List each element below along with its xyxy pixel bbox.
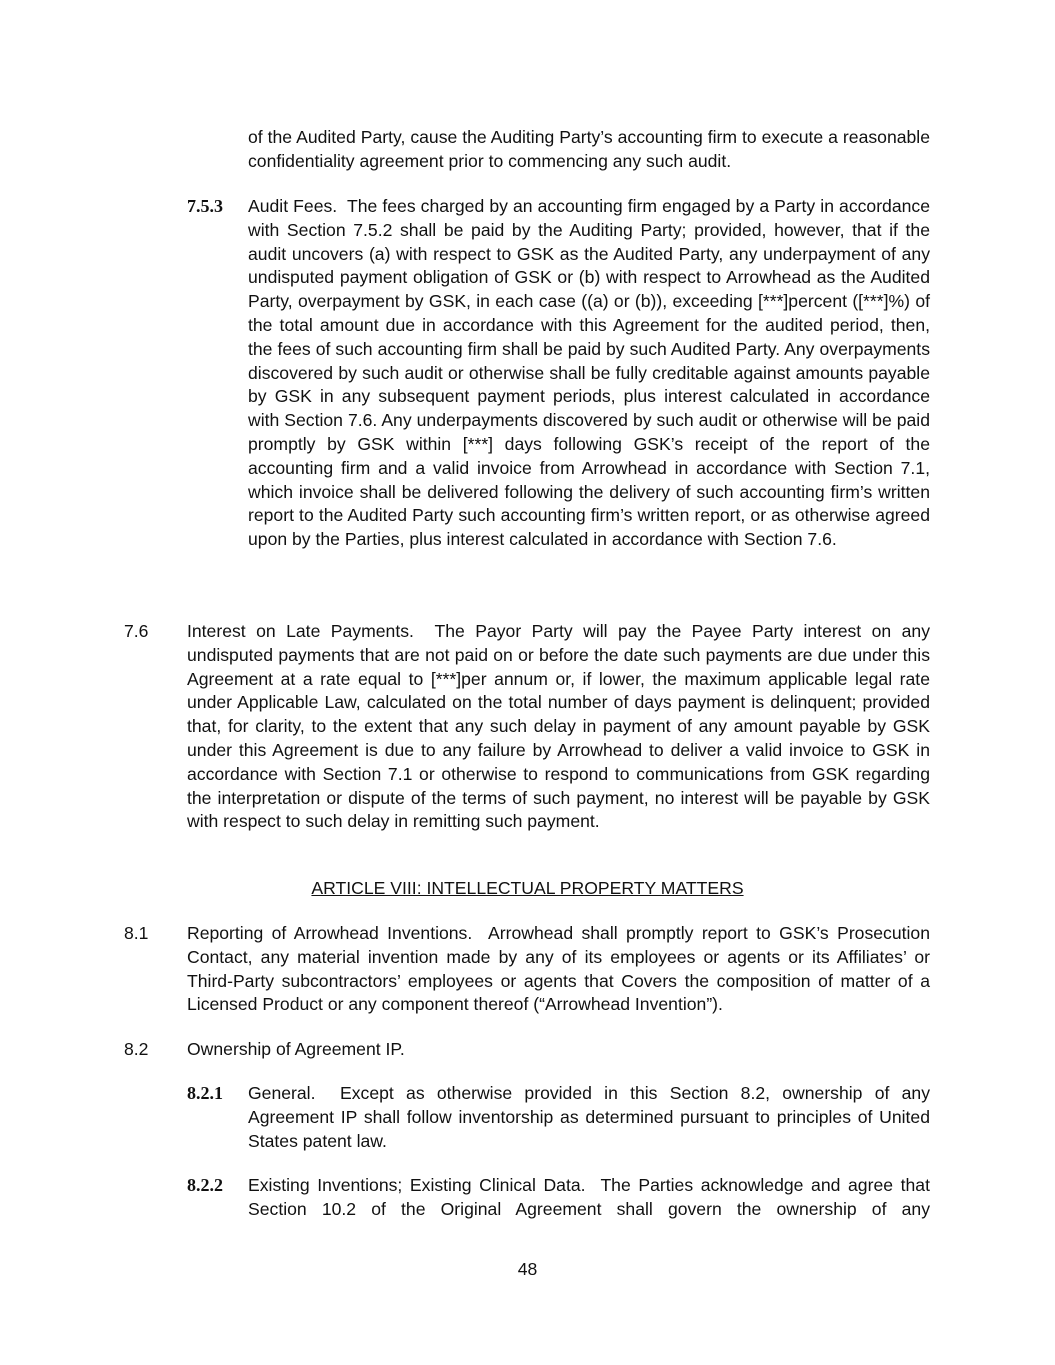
section-7-6 [187, 620, 930, 834]
section-heading: General. [248, 1083, 316, 1103]
paragraph-continuation [248, 126, 930, 174]
section-text: The fees charged by an accounting firm engaged by a Party in accordance with Section 7.5.2 shall be paid by the Auditing Party; provided, however, that if the audit uncovers (a) with respect to GSK as the Audited Party, any underpayment of any undisputed payment obligation of GSK or (b) with respect to Arrowhead as the Audited Party, overpayment by GSK, in each case ((a) or (b)), exceeding [***]percent ([***]%) of the total amount due in accordance with this Agreement for the audited period, then, the fees of such accounting firm shall be paid by such Audited Party. Any overpayments discovered by such audit or otherwise shall be fully creditable against amounts payable by GSK in any subsequent payment periods, plus interest calculated in accordance with Section 7.6. Any underpayments discovered by such audit or otherwise will be paid promptly by GSK within [***] days following GSK’s receipt of the report of the accounting firm and a valid invoice from Arrowhead in accordance with Section 7.1, which invoice shall be delivered following the delivery of such accounting firm’s written report to the Audited Party such accounting firm’s written report, or as otherwise agreed upon by the Parties, plus interest calculated in accordance with Section 7.6. [248, 196, 930, 550]
section-8-1 [187, 922, 930, 1017]
section-heading: Ownership of Agreement IP. [187, 1039, 405, 1059]
section-text: The Payor Party will pay the Payee Party interest on any undisputed payments that are not paid on or before the date such payments are due under this Agreement at a rate equal to [***]per annum or, if lower, the maximum applicable legal rate under Applicable Law, calculated on the total number of days payment is delinquent; provided that, for clarity, to the extent that any such delay in payment of any amount payable by GSK under this Agreement is due to any failure by Arrowhead to deliver a valid invoice to GSK in accordance with Section 7.1 or otherwise to respond to communications from GSK regarding the interpretation or dispute of the terms of such payment, no interest will be payable by GSK with respect to such delay in remitting such payment. [187, 621, 930, 832]
section-8-2 [187, 1038, 930, 1062]
section-number: 7.6 [124, 621, 149, 641]
section-number: 8.2.1 [187, 1083, 223, 1103]
section-heading: Interest on Late Payments. [187, 621, 414, 641]
page-number: 48 [517, 1259, 538, 1279]
article-heading [0, 877, 1055, 901]
section-8-2-1 [248, 1082, 930, 1153]
section-8-2-2 [248, 1174, 930, 1222]
section-text: The Parties acknowledge and agree that Section 10.2 of the Original Agreement shall govern the ownership of any [248, 1175, 930, 1219]
article-title: ARTICLE VIII: INTELLECTUAL PROPERTY MATTERS [311, 878, 744, 898]
section-7-5-3 [248, 195, 930, 552]
paragraph-text: of the Audited Party, cause the Auditing Party’s accounting firm to execute a reasonable confidentiality agreement prior to commencing any such audit. [248, 127, 930, 171]
section-text: Arrowhead shall promptly report to GSK’s Prosecution Contact, any material invention made by any of its employees or agents or its Affiliates’ or Third-Party subcontractors’ employees or agents that Covers the composition of matter of a Licensed Product or any component thereof (“Arrowhead Invention”). [187, 923, 930, 1015]
section-heading: Audit Fees. [248, 196, 338, 216]
section-number: 8.2.2 [187, 1175, 223, 1195]
section-number: 7.5.3 [187, 196, 223, 216]
section-number: 8.2 [124, 1039, 149, 1059]
section-heading: Reporting of Arrowhead Inventions. [187, 923, 473, 943]
section-heading: Existing Inventions; Existing Clinical Data. [248, 1175, 586, 1195]
section-number: 8.1 [124, 923, 149, 943]
section-text: Except as otherwise provided in this Section 8.2, ownership of any Agreement IP shall follow inventorship as determined pursuant to principles of United States patent law. [248, 1083, 931, 1151]
